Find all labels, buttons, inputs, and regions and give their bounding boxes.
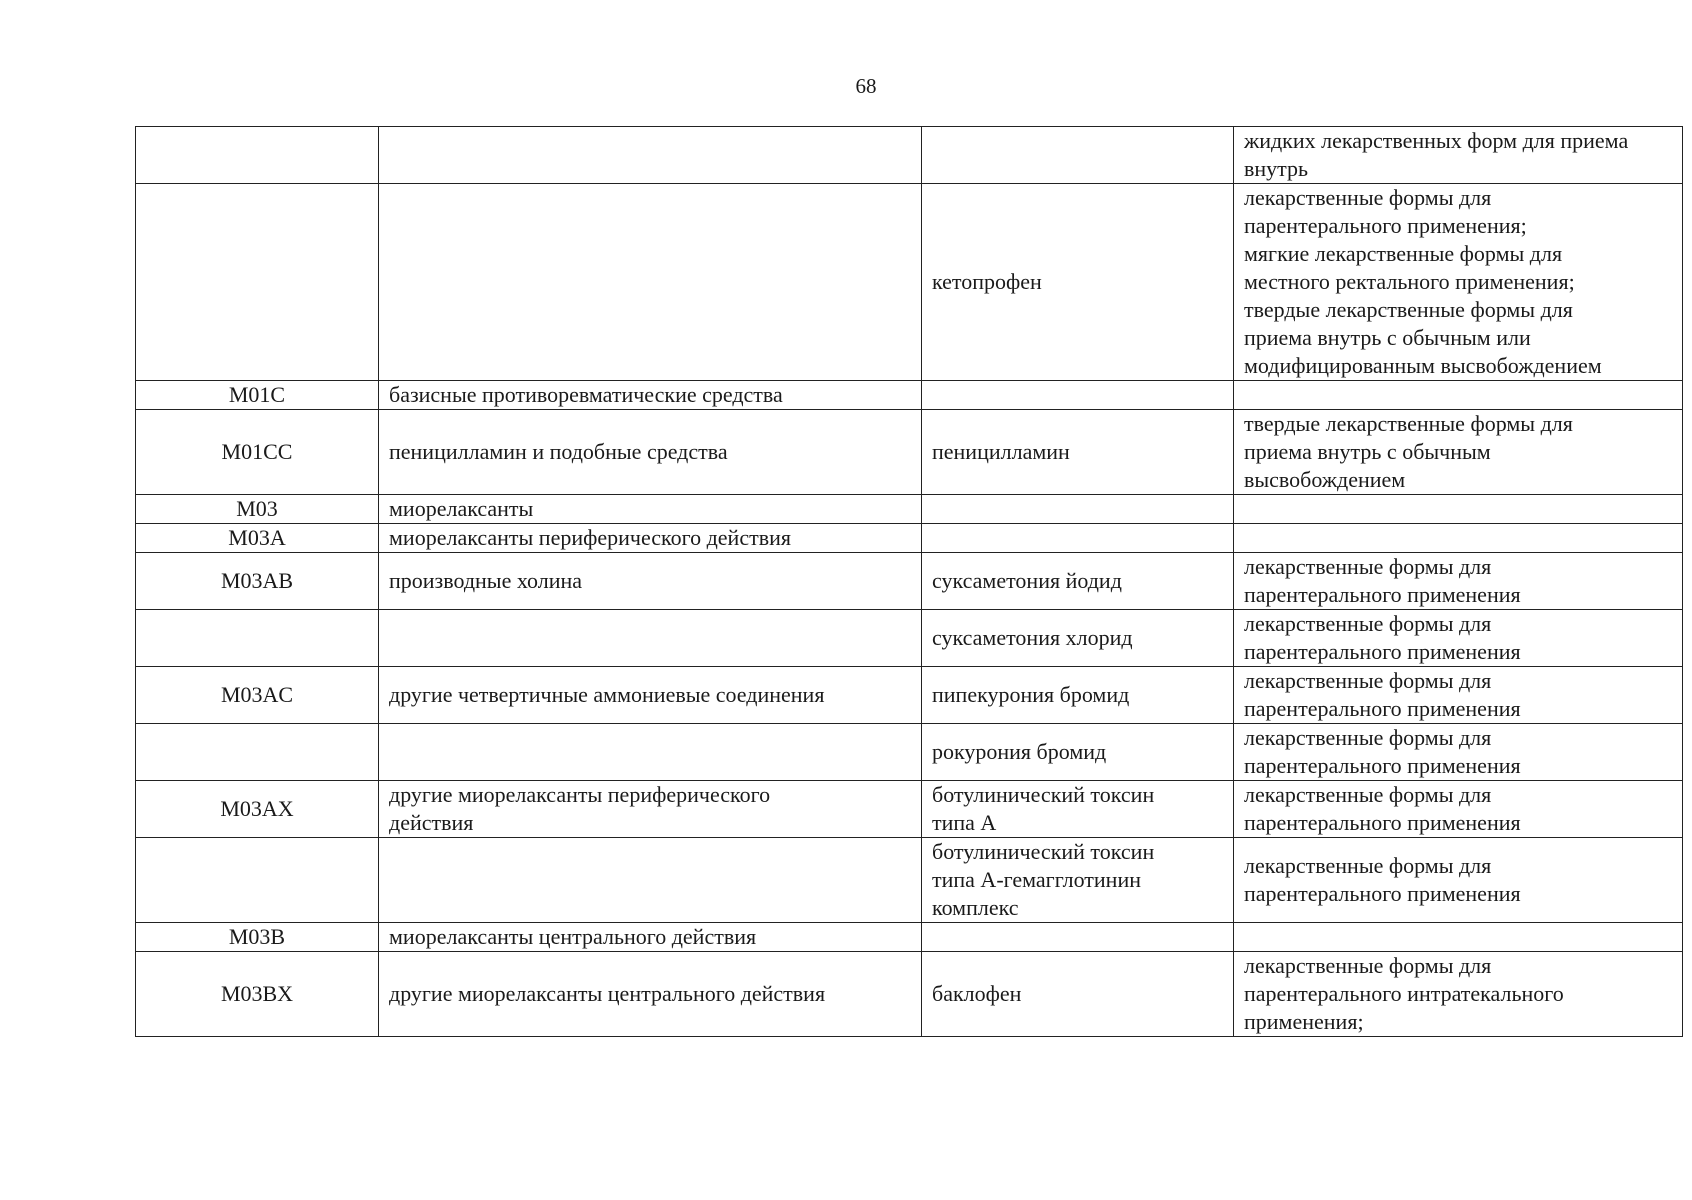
group-name-cell: [379, 184, 922, 381]
group-name-cell: другие миорелаксанты периферического действия: [379, 781, 922, 838]
atc-code-cell: [136, 724, 379, 781]
atc-code-cell: M03AC: [136, 667, 379, 724]
atc-code-cell: [136, 184, 379, 381]
table-row: [136, 524, 1683, 553]
drug-name-cell: пеницилламин: [922, 410, 1234, 495]
table-row: [136, 495, 1683, 524]
table-row: [136, 127, 1683, 184]
atc-code-cell: M01CC: [136, 410, 379, 495]
drug-name-cell: суксаметония йодид: [922, 553, 1234, 610]
table-row: [136, 952, 1683, 1037]
page-number: 68: [855, 74, 877, 98]
atc-code-cell: M03B: [136, 923, 379, 952]
dosage-form-cell: лекарственные формы для парентерального применения: [1234, 553, 1683, 610]
dosage-form-cell: жидких лекарственных форм для приема внутрь: [1234, 127, 1683, 184]
table-row: [136, 724, 1683, 781]
dosage-form-cell: лекарственные формы для парентерального применения: [1234, 610, 1683, 667]
atc-code-cell: M03A: [136, 524, 379, 553]
group-name-cell: другие четвертичные аммониевые соединения: [379, 667, 922, 724]
atc-code-cell: M03: [136, 495, 379, 524]
group-name-cell: [379, 610, 922, 667]
group-name-cell: пеницилламин и подобные средства: [379, 410, 922, 495]
table-row: [136, 410, 1683, 495]
group-name-cell: базисные противоревматические средства: [379, 381, 922, 410]
dosage-form-cell: [1234, 923, 1683, 952]
dosage-form-cell: [1234, 524, 1683, 553]
group-name-cell: миорелаксанты: [379, 495, 922, 524]
group-name-cell: [379, 724, 922, 781]
atc-code-cell: M03AX: [136, 781, 379, 838]
atc-code-cell: [136, 127, 379, 184]
drug-name-cell: кетопрофен: [922, 184, 1234, 381]
table-row: [136, 553, 1683, 610]
atc-code-cell: M03AB: [136, 553, 379, 610]
drug-name-cell: ботулинический токсин типа А: [922, 781, 1234, 838]
drug-name-cell: суксаметония хлорид: [922, 610, 1234, 667]
dosage-form-cell: [1234, 381, 1683, 410]
table-row: [136, 610, 1683, 667]
drug-name-cell: пипекурония бромид: [922, 667, 1234, 724]
dosage-form-cell: лекарственные формы для парентерального применения: [1234, 781, 1683, 838]
drug-name-cell: ботулинический токсин типа А-гемагглотинин комплекс: [922, 838, 1234, 923]
atc-code-cell: M03BX: [136, 952, 379, 1037]
drug-name-cell: [922, 381, 1234, 410]
table-row: [136, 923, 1683, 952]
dosage-form-cell: лекарственные формы для парентерального применения: [1234, 838, 1683, 923]
table-row: [136, 838, 1683, 923]
dosage-form-cell: лекарственные формы для парентерального интратекального применения;: [1234, 952, 1683, 1037]
drug-list-table: [135, 126, 1683, 1037]
dosage-form-cell: лекарственные формы для парентерального применения: [1234, 724, 1683, 781]
dosage-form-cell: твердые лекарственные формы для приема внутрь с обычным высвобождением: [1234, 410, 1683, 495]
dosage-form-cell: лекарственные формы для парентерального применения: [1234, 667, 1683, 724]
dosage-form-cell: лекарственные формы для парентерального применения; мягкие лекарственные формы для местного ректального применения; твердые лекарственные формы для приема внутрь с обычным или модифицированным высвобождением: [1234, 184, 1683, 381]
dosage-form-cell: [1234, 495, 1683, 524]
drug-name-cell: баклофен: [922, 952, 1234, 1037]
atc-code-cell: [136, 838, 379, 923]
table-row: [136, 184, 1683, 381]
drug-name-cell: [922, 495, 1234, 524]
atc-code-cell: M01C: [136, 381, 379, 410]
group-name-cell: [379, 127, 922, 184]
table-row: [136, 381, 1683, 410]
atc-code-cell: [136, 610, 379, 667]
table-row: [136, 781, 1683, 838]
table-row: [136, 667, 1683, 724]
group-name-cell: другие миорелаксанты центрального действия: [379, 952, 922, 1037]
drug-name-cell: [922, 127, 1234, 184]
group-name-cell: производные холина: [379, 553, 922, 610]
drug-name-cell: [922, 524, 1234, 553]
group-name-cell: миорелаксанты центрального действия: [379, 923, 922, 952]
group-name-cell: [379, 838, 922, 923]
drug-name-cell: [922, 923, 1234, 952]
drug-name-cell: рокурония бромид: [922, 724, 1234, 781]
group-name-cell: миорелаксанты периферического действия: [379, 524, 922, 553]
